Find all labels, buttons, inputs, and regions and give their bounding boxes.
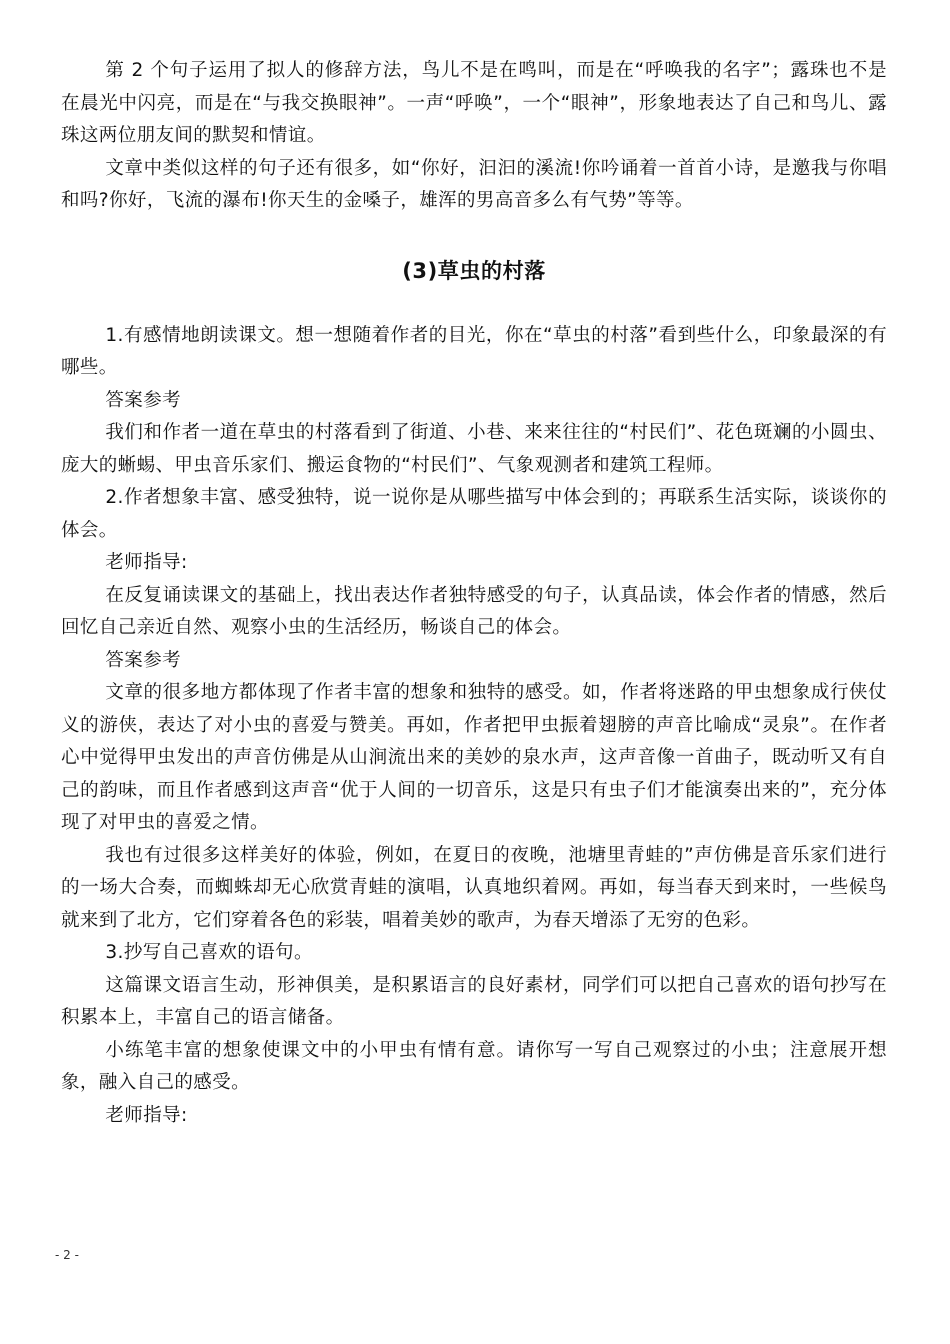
answer-3: 这篇课文语言生动，形神俱美，是积累语言的良好素材，同学们可以把自己喜欢的语句抄写在积累本上，丰富自己的语言储备。: [61, 974, 887, 1028]
answer-reference-label: 答案参考: [105, 649, 181, 671]
teacher-guidance-text: 在反复诵读课文的基础上，找出表达作者独特感受的句子，认真品读，体会作者的情感，然后回忆自己亲近自然、观察小虫的生活经历，畅谈自己的体会。: [61, 584, 887, 638]
document-page: [61, 55, 887, 1132]
question-3: 3.抄写自己喜欢的语句。: [105, 942, 313, 963]
answer-2-part-2: 我也有过很多这样美好的体验，例如，在夏日的夜晚，池塘里青蛙的”声仿佛是音乐家们进行的一场大合奏，而蜘蛛却无心欣赏青蛙的演唱，认真地织着网。再如，每当春天到来时，一些候鸟就来到了北方，它们穿着各色的彩装，唱着美妙的歌声，为春天增添了无穷的色彩。: [61, 844, 887, 931]
question-2: 2.作者想象丰富、感受独特，说一说你是从哪些描写中体会到的；再联系生活实际，谈谈你的体会。: [61, 487, 887, 541]
page-number: - 2 -: [55, 1248, 79, 1262]
paragraph-rhetoric-analysis: 第 2 个句子运用了拟人的修辞方法，鸟儿不是在鸣叫，而是在“呼唤我的名字”；露珠也不是在晨光中闪亮，而是在“与我交换眼神”。一声“呼唤”，一个“眼神”，形象地表达了自己和鸟儿、露珠这两位朋友间的默契和情谊。: [61, 60, 887, 146]
answer-1: 我们和作者一道在草虫的村落看到了街道、小巷、来来往往的“村民们”、花色斑斓的小圆虫、庞大的蜥蜴、甲虫音乐家们、搬运食物的“村民们”、气象观测者和建筑工程师。: [61, 422, 887, 476]
teacher-guidance-label: 老师指导:: [105, 552, 188, 573]
section-title: (3)草虫的村落: [402, 258, 546, 283]
writing-practice: 小练笔丰富的想象使课文中的小甲虫有情有意。请你写一写自己观察过的小虫；注意展开想象，融入自己的感受。: [61, 1039, 887, 1093]
teacher-guidance-label: 老师指导:: [105, 1104, 188, 1126]
answer-2-part-1: 文章的很多地方都体现了作者丰富的想象和独特的感受。如，作者将迷路的甲虫想象成行侠仗义的游侠，表达了对小虫的喜爱与赞美。再如，作者把甲虫振着翅膀的声音比喻成“灵泉”。在作者心中觉得甲虫发出的声音仿佛是从山涧流出来的美妙的泉水声，这声音像一首曲子，既动听又有自己的韵味，而且作者感到这声音“优于人间的一切音乐，这是只有虫子们才能演奏出来的”，充分体现了对甲虫的喜爱之情。: [61, 682, 887, 833]
question-1: 1.有感情地朗读课文。想一想随着作者的目光，你在“草虫的村落”看到些什么，印象最深的有哪些。: [61, 324, 887, 378]
paragraph-similar-sentences: 文章中类似这样的句子还有很多，如“你好，汩汩的溪流!你吟诵着一首首小诗，是邀我与你唱和吗?你好，飞流的瀑布!你天生的金嗓子，雄浑的男高音多么有气势”等等。: [61, 157, 887, 211]
answer-reference-label: 答案参考: [105, 389, 181, 411]
